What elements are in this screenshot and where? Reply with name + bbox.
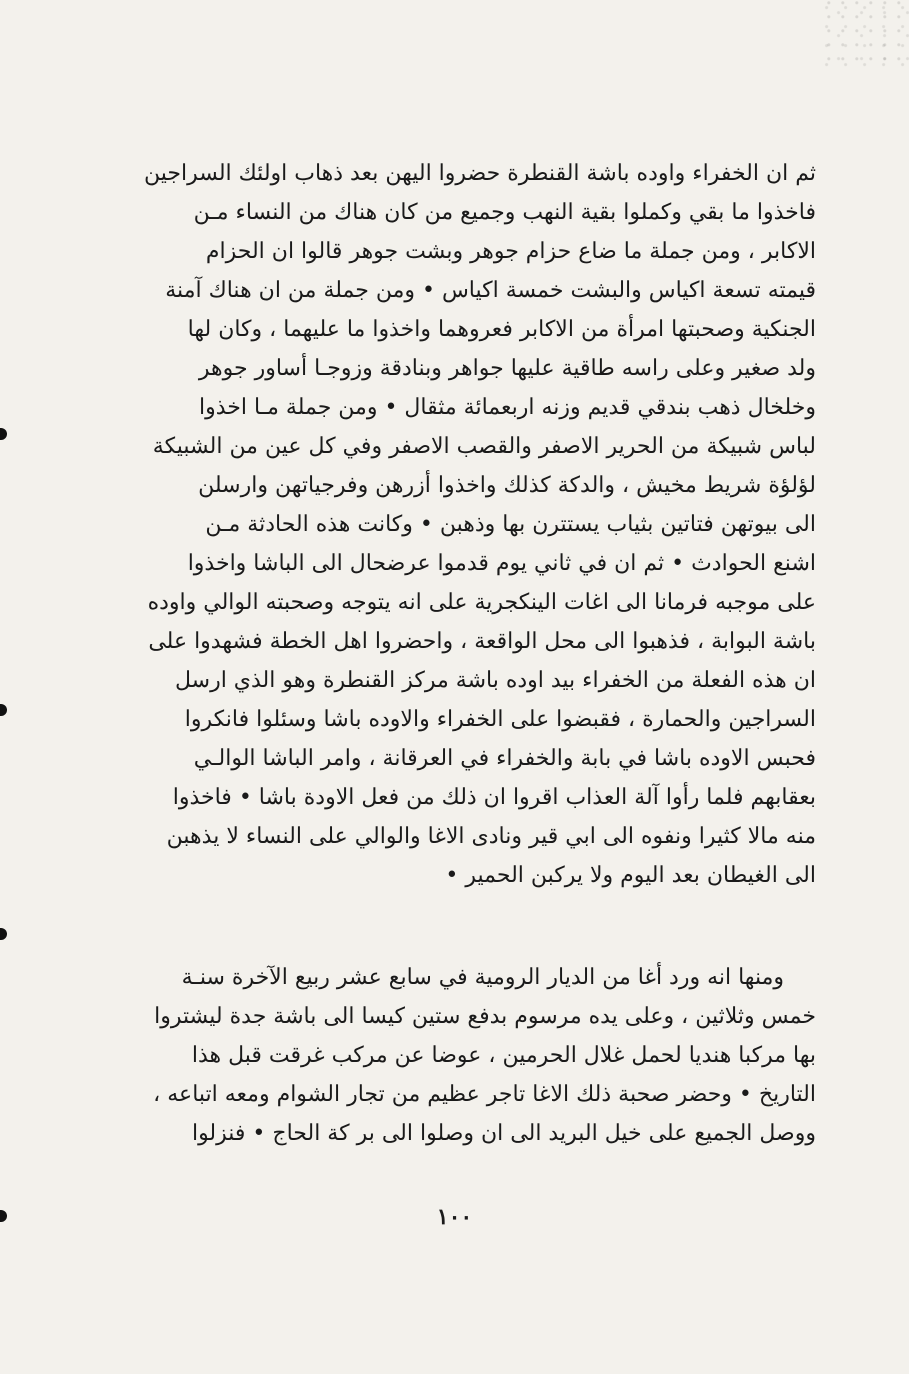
text-line: باشة البوابة ، فذهبوا الى محل الواقعة ، واحضروا اهل الخطة فشهدوا على: [148, 629, 816, 654]
text-line: بعقابهم فلما رأوا آلة العذاب اقروا ان ذلك من فعل الاودة باشا • فاخذوا: [172, 785, 816, 810]
text-line: بها مركبا هنديا لحمل غلال الحرمين ، عوضا عن مركب غرقت قبل هذا: [191, 1043, 816, 1068]
margin-mark: [0, 428, 7, 440]
text-line: وخلخال ذهب بندقي قديم وزنه اربعمائة مثقال • ومن جملة مـا اخذوا: [199, 395, 816, 420]
text-line: فحبس الاوده باشا في بابة والخفراء في العرقانة ، وامر الباشا الوالـي: [193, 746, 816, 771]
page-number: ١٠٠: [436, 1204, 473, 1230]
text-line: ثم ان الخفراء واوده باشة القنطرة حضروا اليهن بعد ذهاب اولئك السراجين: [143, 161, 816, 186]
text-line: لؤلؤة شريط مخيش ، والدكة كذلك واخذوا أزرهن وفرجياتهن وارسلن: [198, 473, 816, 498]
text-line: الى الغيطان بعد اليوم ولا يركبن الحمير •: [445, 863, 816, 888]
text-line: السراجين والحمارة ، فقبضوا على الخفراء والاوده باشا وسئلوا فانكروا: [184, 707, 816, 732]
paper-speckle: [819, 0, 909, 70]
paragraph-1: [110, 154, 816, 895]
text-line: قيمته تسعة اكياس والبشت خمسة اكياس • ومن جملة من ان هناك آمنة: [165, 278, 816, 303]
text-line: ولد صغير وعلى راسه طاقية عليها جواهر وبنادقة وزوجـا أساور جوهر: [198, 356, 816, 381]
paragraph-2: [110, 958, 816, 1153]
text-line: ان هذه الفعلة من الخفراء بيد اوده باشة مركز القنطرة وهو الذي ارسل: [174, 668, 816, 693]
text-line: الى بيوتهن فتاتين بثياب يستترن بها وذهبن • وكانت هذه الحادثة مـن: [205, 512, 816, 537]
margin-mark: [0, 928, 7, 940]
text-line: الاكابر ، ومن جملة ما ضاع حزام جوهر وبشت جوهر قالوا ان الحزام: [205, 239, 816, 264]
text-line: لباس شبيكة من الحرير الاصفر والقصب الاصفر وفي كل عين من الشبيكة: [152, 434, 816, 459]
text-line: اشنع الحوادث • ثم ان في ثاني يوم قدموا عرضحال الى الباشا واخذوا: [187, 551, 816, 576]
text-line: التاريخ • وحضر صحبة ذلك الاغا تاجر عظيم من تجار الشوام ومعه اتباعه ،: [153, 1082, 816, 1107]
margin-mark: [0, 704, 7, 716]
text-line: ووصل الجميع على خيل البريد الى ان وصلوا الى بر كة الحاج • فنزلوا: [191, 1121, 816, 1146]
text-line: ومنها انه ورد أغا من الديار الرومية في سابع عشر ربيع الآخرة سنـة: [181, 965, 784, 990]
text-line: على موجبه فرمانا الى اغات الينكجرية على انه يتوجه وصحبته الوالي واوده: [147, 590, 816, 615]
text-line: خمس وثلاثين ، وعلى يده مرسوم بدفع ستين كيسا الى باشة جدة ليشتروا: [154, 1004, 816, 1029]
text-line: فاخذوا ما بقي وكملوا بقية النهب وجميع من كان هناك من النساء مـن: [193, 200, 816, 225]
text-line: منه مالا كثيرا ونفوه الى ابي قير ونادى الاغا والوالي على النساء لا يذهبن: [166, 824, 816, 849]
text-line: الجنكية وصحبتها امرأة من الاكابر فعروهما واخذوا ما عليهما ، وكان لها: [187, 317, 816, 342]
